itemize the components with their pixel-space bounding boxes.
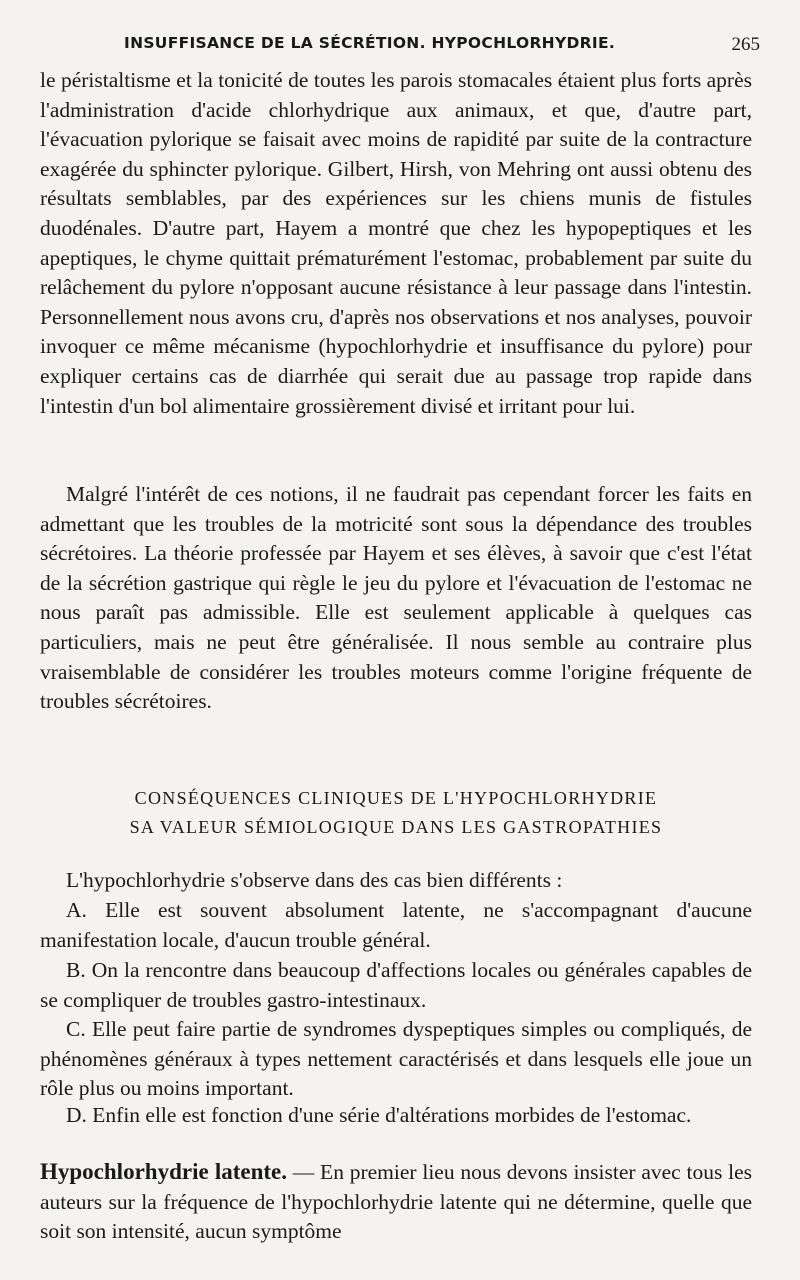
paragraph-hypochlorhydrie-latente [40, 1157, 752, 1247]
list-item-b: B. On la rencontre dans beaucoup d'affections locales ou générales capables de se compliquer de troubles gastro-intestinaux. [40, 958, 752, 1012]
section-subheading-valeur: SA VALEUR SÉMIOLOGIQUE DANS LES GASTROPATHIES [129, 817, 663, 837]
running-head [40, 34, 760, 58]
page-number: 265 [731, 34, 760, 55]
paragraph-malgre: Malgré l'intérêt de ces notions, il ne faudrait pas cependant forcer les faits en admettant que les troubles de la motricité sont sous la dépendance des troubles sécrétoires. La théorie professée par Hayem et ses élèves, à savoir que c'est l'état de la sécrétion gastrique qui règle le jeu du pylore et l'évacuation de l'estomac ne nous paraît pas admissible. Elle est seulement applicable à quelques cas particuliers, mais ne peut être généralisée. Il nous semble au contraire plus vraisemblable de considérer les troubles moteurs comme l'origine fréquente de troubles sécrétoires. [40, 482, 752, 714]
running-title: INSUFFISANCE DE LA SÉCRÉTION. HYPOCHLORHYDRIE. [124, 34, 616, 52]
list-item-c: C. Elle peut faire partie de syndromes dyspeptiques simples ou compliqués, de phénomènes généraux à types nettement caractérisés et dans lesquels elle joue un rôle plus ou moins important. [40, 1017, 752, 1101]
list-item-d: D. Enfin elle est fonction d'une série d'altérations morbides de l'estomac. [66, 1103, 692, 1127]
list-item-a: A. Elle est souvent absolument latente, ne s'accompagnant d'aucune manifestation locale, d'aucun trouble général. [40, 898, 752, 952]
paragraph-intro: L'hypochlorhydrie s'observe dans des cas bien différents : [66, 868, 563, 892]
paragraph-continuation: le péristaltisme et la tonicité de toutes les parois stomacales étaient plus forts après l'administration d'acide chlorhydrique aux animaux, et que, d'autre part, l'évacuation pylorique se faisait avec moins de rapidité par suite de la contracture exagérée du sphincter pylorique. Gilbert, Hirsh, von Mehring ont aussi obtenu des résultats semblables, par des expériences sur les chiens munis de fistules duodénales. D'autre part, Hayem a montré que chez les hypopeptiques et les apeptiques, le chyme quittait prématurément l'estomac, probablement par suite du relâchement du pylore n'opposant aucune résistance à leur passage dans l'intestin. Personnellement nous avons cru, d'après nos observations et nos analyses, pouvoir invoquer ce même mécanisme (hypochlorhydrie et insuffisance du pylore) pour expliquer certains cas de diarrhée qui serait due au passage trop rapide dans l'intestin d'un bol alimentaire grossièrement divisé et irritant pour lui. [40, 68, 752, 418]
section-heading-consequences: CONSÉQUENCES CLINIQUES DE L'HYPOCHLORHYDRIE [134, 788, 658, 808]
run-in-heading: Hypochlorhydrie latente. [40, 1159, 287, 1184]
paragraph-body: — En premier lieu nous devons insister avec tous les auteurs sur la fréquence de l'hypochlorhydrie latente qui ne détermine, quelle que soit son intensité, aucun symptôme [40, 1160, 752, 1244]
